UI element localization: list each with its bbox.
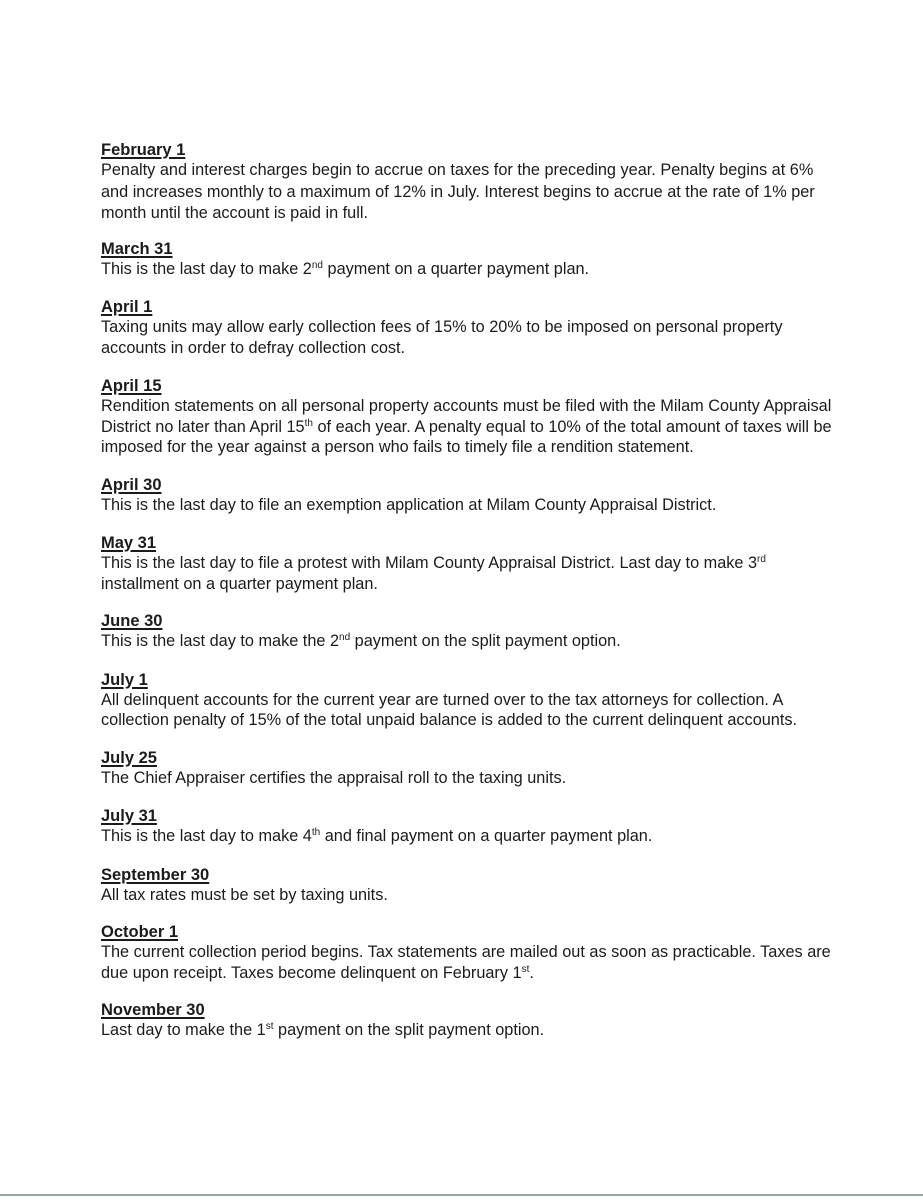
calendar-entry — [101, 475, 841, 516]
entry-date: April 30 — [101, 475, 162, 494]
calendar-entry — [101, 297, 841, 358]
ordinal-suffix: rd — [757, 554, 766, 565]
ordinal-suffix: st — [265, 1021, 274, 1032]
entry-description — [101, 553, 841, 594]
entry-description: This is the last day to file an exemption application at Milam County Appraisal District. — [101, 495, 717, 514]
entry-text-before: Last day to make the 1 — [101, 1021, 266, 1039]
ordinal-suffix: th — [304, 417, 313, 429]
entry-description: Taxing units may allow early collection fees of 15% to 20% to be imposed on personal property accounts in order to defray collection cost. — [101, 318, 783, 357]
entry-description: All tax rates must be set by taxing units. — [101, 885, 388, 904]
calendar-entry — [101, 865, 841, 906]
entry-date: July 1 — [101, 670, 148, 689]
entry-text-after: of each year. A penalty equal to 10% of the total amount of taxes will be imposed for the year against a person who fails to timely file a rendition statement. — [101, 417, 832, 456]
entry-date: June 30 — [101, 612, 163, 630]
entry-text-before: This is the last day to make 4 — [101, 827, 312, 845]
entry-date: July 25 — [101, 748, 157, 767]
entry-text-after: installment on a quarter payment plan. — [101, 574, 378, 593]
entry-date: April 15 — [101, 377, 162, 395]
entry-date: February 1 — [101, 141, 186, 159]
entry-text-after: . — [529, 963, 534, 982]
entry-description — [101, 396, 841, 458]
tax-calendar — [101, 140, 841, 1041]
calendar-entry — [101, 670, 841, 731]
entry-text-before: The current collection period begins. Tax statements are mailed out as soon as practicable. Taxes are due upon receipt. Taxes become delinquent on February 1 — [101, 943, 831, 982]
entry-description — [101, 1020, 841, 1041]
entry-description — [101, 826, 841, 847]
entry-description: All delinquent accounts for the current year are turned over to the tax attorneys for collection. A collection penalty of 15% of the total unpaid balance is added to the current delinquent accounts. — [101, 690, 798, 729]
entry-text-after: payment on the split payment option. — [350, 632, 621, 650]
entry-text-before: This is the last day to make the 2 — [101, 632, 340, 650]
entry-date: November 30 — [101, 1001, 205, 1019]
entry-date: October 1 — [101, 923, 179, 941]
entry-text-after: and final payment on a quarter payment plan. — [320, 827, 653, 845]
calendar-entry — [101, 376, 841, 458]
ordinal-suffix: st — [521, 963, 530, 975]
page-bottom-divider — [0, 1194, 923, 1196]
calendar-entry — [101, 611, 841, 652]
entry-date: September 30 — [101, 865, 210, 884]
entry-text-after: payment on a quarter payment plan. — [322, 259, 590, 278]
calendar-entry — [101, 922, 841, 983]
calendar-entry — [101, 140, 841, 225]
entry-description: The Chief Appraiser certifies the appraisal roll to the taxing units. — [101, 768, 567, 787]
entry-date: April 1 — [101, 298, 153, 316]
entry-date: July 31 — [101, 807, 157, 825]
entry-text-before: This is the last day to file a protest with Milam County Appraisal District. Last day to make 3 — [101, 554, 758, 572]
entry-description — [101, 259, 841, 280]
entry-text-before: This is the last day to make 2 — [101, 259, 312, 278]
entry-description — [101, 942, 841, 983]
entry-text-before: Rendition statements on all personal property accounts must be filed with the Milam County Appraisal District no later than April 15 — [101, 397, 832, 436]
ordinal-suffix: th — [311, 827, 321, 838]
entry-description — [101, 631, 841, 652]
calendar-entry — [101, 806, 841, 847]
entry-date: May 31 — [101, 534, 157, 552]
ordinal-suffix: nd — [311, 259, 323, 271]
calendar-entry — [101, 239, 841, 280]
calendar-entry — [101, 1000, 841, 1041]
entry-text-after: payment on the split payment option. — [273, 1021, 545, 1039]
entry-date: March 31 — [101, 239, 173, 258]
calendar-entry — [101, 748, 841, 789]
calendar-entry — [101, 533, 841, 594]
ordinal-suffix: nd — [339, 632, 351, 643]
entry-description: Penalty and interest charges begin to accrue on taxes for the preceding year. Penalty begins at 6% and increases monthly to a maximum of 12% in July. Interest begins to accrue at the rate of 1% per month until the account is paid in full. — [101, 161, 815, 222]
